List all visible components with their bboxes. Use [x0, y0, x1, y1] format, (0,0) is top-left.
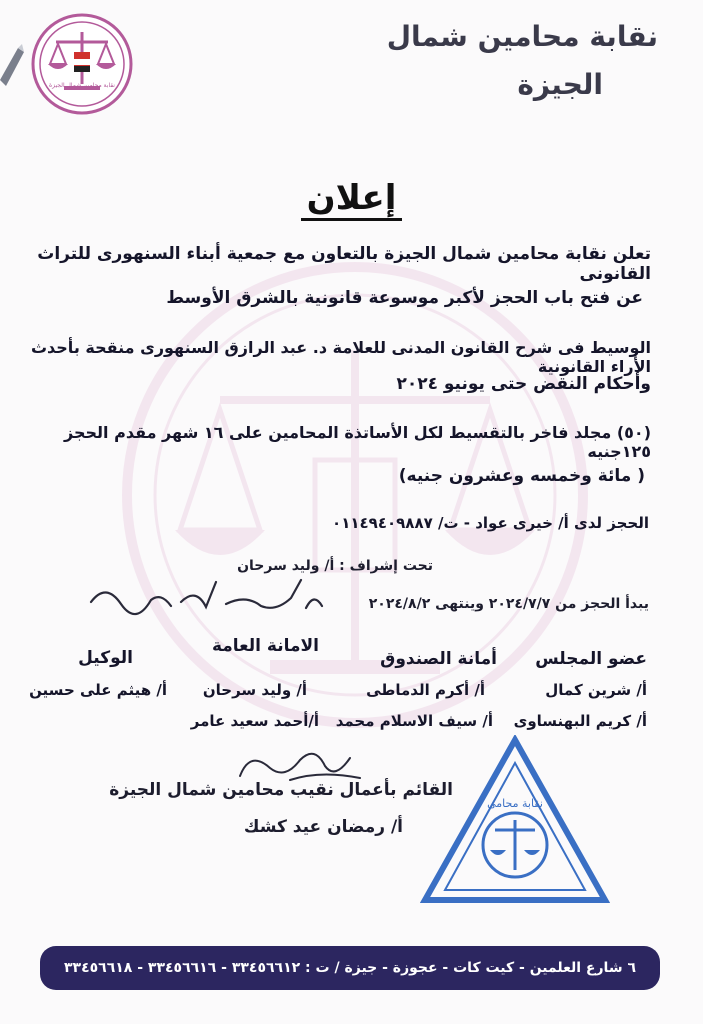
acting-head-title: القائم بأعمال نقيب محامين شمال الجيزة: [109, 780, 453, 800]
announcement-line-1: تعلن نقابة محامين شمال الجيزة بالتعاون مع جمعية أبناء السنهورى للتراث القانونى: [37, 244, 651, 284]
member-board-1: أ/ شرين كمال: [545, 681, 647, 699]
member-treasury-2: أ/ سيف الاسلام محمد: [335, 712, 493, 730]
role-treasury: أمانة الصندوق: [380, 649, 497, 669]
footer-address: ٦ شارع العلمين - كيت كات - عجوزة - جيزة / ت : ٣٣٤٥٦٦١٢ - ٣٣٤٥٦٦١٦ - ٣٣٤٥٦٦١٨: [63, 960, 637, 976]
watermark-emblem: [120, 260, 590, 730]
member-board-2: أ/ كريم البهنساوى: [513, 712, 647, 730]
stamp-text: نقابة محامى: [487, 797, 543, 810]
pen-image: [0, 40, 30, 100]
official-stamp: [420, 735, 610, 905]
organization-city: الجيزة: [517, 68, 603, 101]
logo-caption: نقابة محامين شمال الجيزة: [49, 82, 115, 89]
document-title-text: إعلان: [301, 178, 403, 221]
announcement-line-5: (٥٠) مجلد فاخر بالتقسيط لكل الأساتذة المحامين على ١٦ شهر مقدم الحجز ١٢٥جنيه: [64, 423, 651, 461]
announcement-line-6: ( مائة وخمسه وعشرون جنيه): [398, 466, 645, 486]
announcement-line-2: عن فتح باب الحجز لأكبر موسوعة قانونية بالشرق الأوسط: [166, 288, 643, 308]
acting-head-name: أ/ رمضان عيد كشك: [243, 817, 403, 837]
member-treasury-1: أ/ أكرم الدماطى: [366, 681, 485, 699]
role-deputy: الوكيل: [78, 648, 133, 668]
member-secretary-2: أ/أحمد سعيد عامر: [190, 712, 319, 730]
organization-name: نقابة محامين شمال: [386, 20, 658, 53]
handwritten-signature: [86, 572, 326, 622]
document-title: [0, 178, 703, 218]
member-secretary-1: أ/ وليد سرحان: [202, 681, 307, 699]
announcement-line-4: وأحكام النقض حتى يونيو ٢٠٢٤: [396, 374, 651, 394]
role-secretary-general: الامانة العامة: [211, 636, 319, 656]
announcement-line-3: الوسيط فى شرح القانون المدنى للعلامة د. عبد الرازق السنهورى منقحة بأحدث الأراء القانونية: [30, 338, 651, 376]
syndicate-logo: [30, 12, 134, 116]
member-deputy-1: أ/ هيثم على حسين: [29, 681, 167, 699]
booking-contact: الحجز لدى أ/ خيرى عواد - ت/ ٠١١٤٩٤٠٩٨٨٧: [332, 514, 649, 532]
role-board-member: عضو المجلس: [535, 649, 647, 669]
supervision-line: تحت إشراف : أ/ وليد سرحان: [237, 558, 433, 574]
booking-period: يبدأ الحجز من ٢٠٢٤/٧/٧ وينتهى ٢٠٢٤/٨/٢: [368, 596, 649, 612]
